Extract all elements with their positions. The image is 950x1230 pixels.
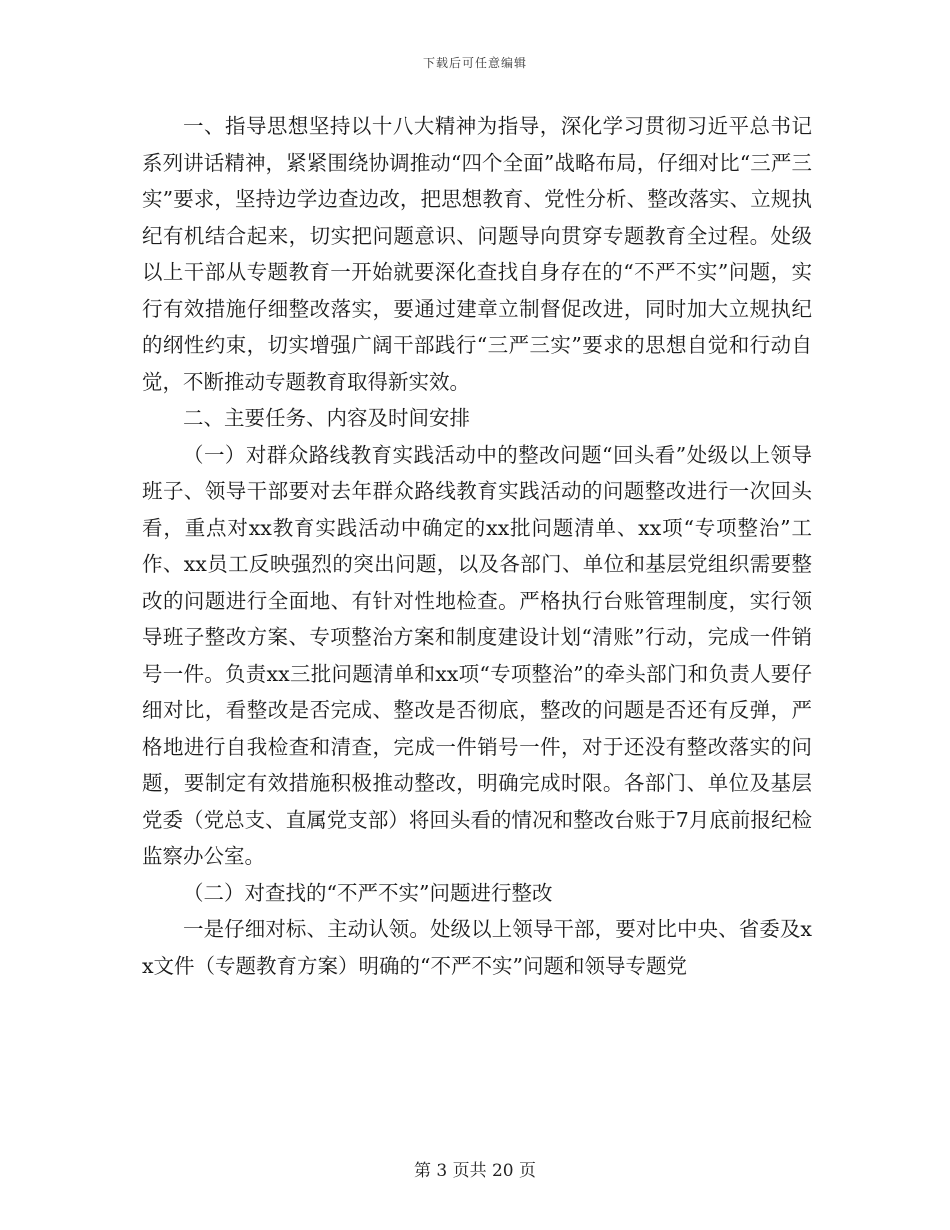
section-heading-main-tasks: 二、主要任务、内容及时间安排 (183, 406, 470, 430)
paragraph-benchmark-claim: 一是仔细对标、主动认领。处级以上领导干部，要对比中央、省委及xx文件（专题教育方案）明确的“不严不实”问题和领导专题党 (142, 917, 812, 978)
paragraph-review-rectification: （一）对群众路线教育实践活动中的整改问题“回头看”处级以上领导班子、领导干部要对去年群众路线教育实践活动的问题整改进行一次回头看，重点对xx教育实践活动中确定的xx批问题清单、xx项“专项整治”工作、xx员工反映强烈的突出问题，以及各部门、单位和基层党组织需要整改的问题进行全面地、有针对性地检查。严格执行台账管理制度，实行领导班子整改方案、专项整治方案和制度建设计划“清账”行动，完成一件销号一件。负责xx三批问题清单和xx项“专项整治”的牵头部门和负责人要仔细对比，看整改是否完成、整改是否彻底，整改的问题是否还有反弹，严格地进行自我检查和清查，完成一件销号一件，对于还没有整改落实的问题，要制定有效措施积极推动整改，明确完成时限。各部门、单位及基层党委（党总支、直属党支部）将回头看的情况和整改台账于7月底前报纪检监察办公室。 (142, 442, 812, 868)
page-header-note: 下载后可任意编辑 (422, 56, 527, 70)
document-body (142, 108, 812, 984)
paragraph-guiding-thought: 一、指导思想坚持以十八大精神为指导，深化学习贯彻习近平总书记系列讲话精神，紧紧围绕协调推动“四个全面”战略布局，仔细对比“三严三实”要求，坚持边学边查边改，把思想教育、党性分析、整改落实、立规执纪有机结合起来，切实把问题意识、问题导向贯穿专题教育全过程。处级以上干部从专题教育一开始就要深化查找自身存在的“不严不实”问题，实行有效措施仔细整改落实，要通过建章立制督促改进，同时加大立规执纪的纲性约束，切实增强广阔干部践行“三严三实”要求的思想自觉和行动自觉，不断推动专题教育取得新实效。 (142, 114, 812, 394)
page-number-footer: 第 3 页共 20 页 (413, 1161, 537, 1181)
subheading-rectify-problems: （二）对查找的“不严不实”问题进行整改 (183, 880, 553, 905)
